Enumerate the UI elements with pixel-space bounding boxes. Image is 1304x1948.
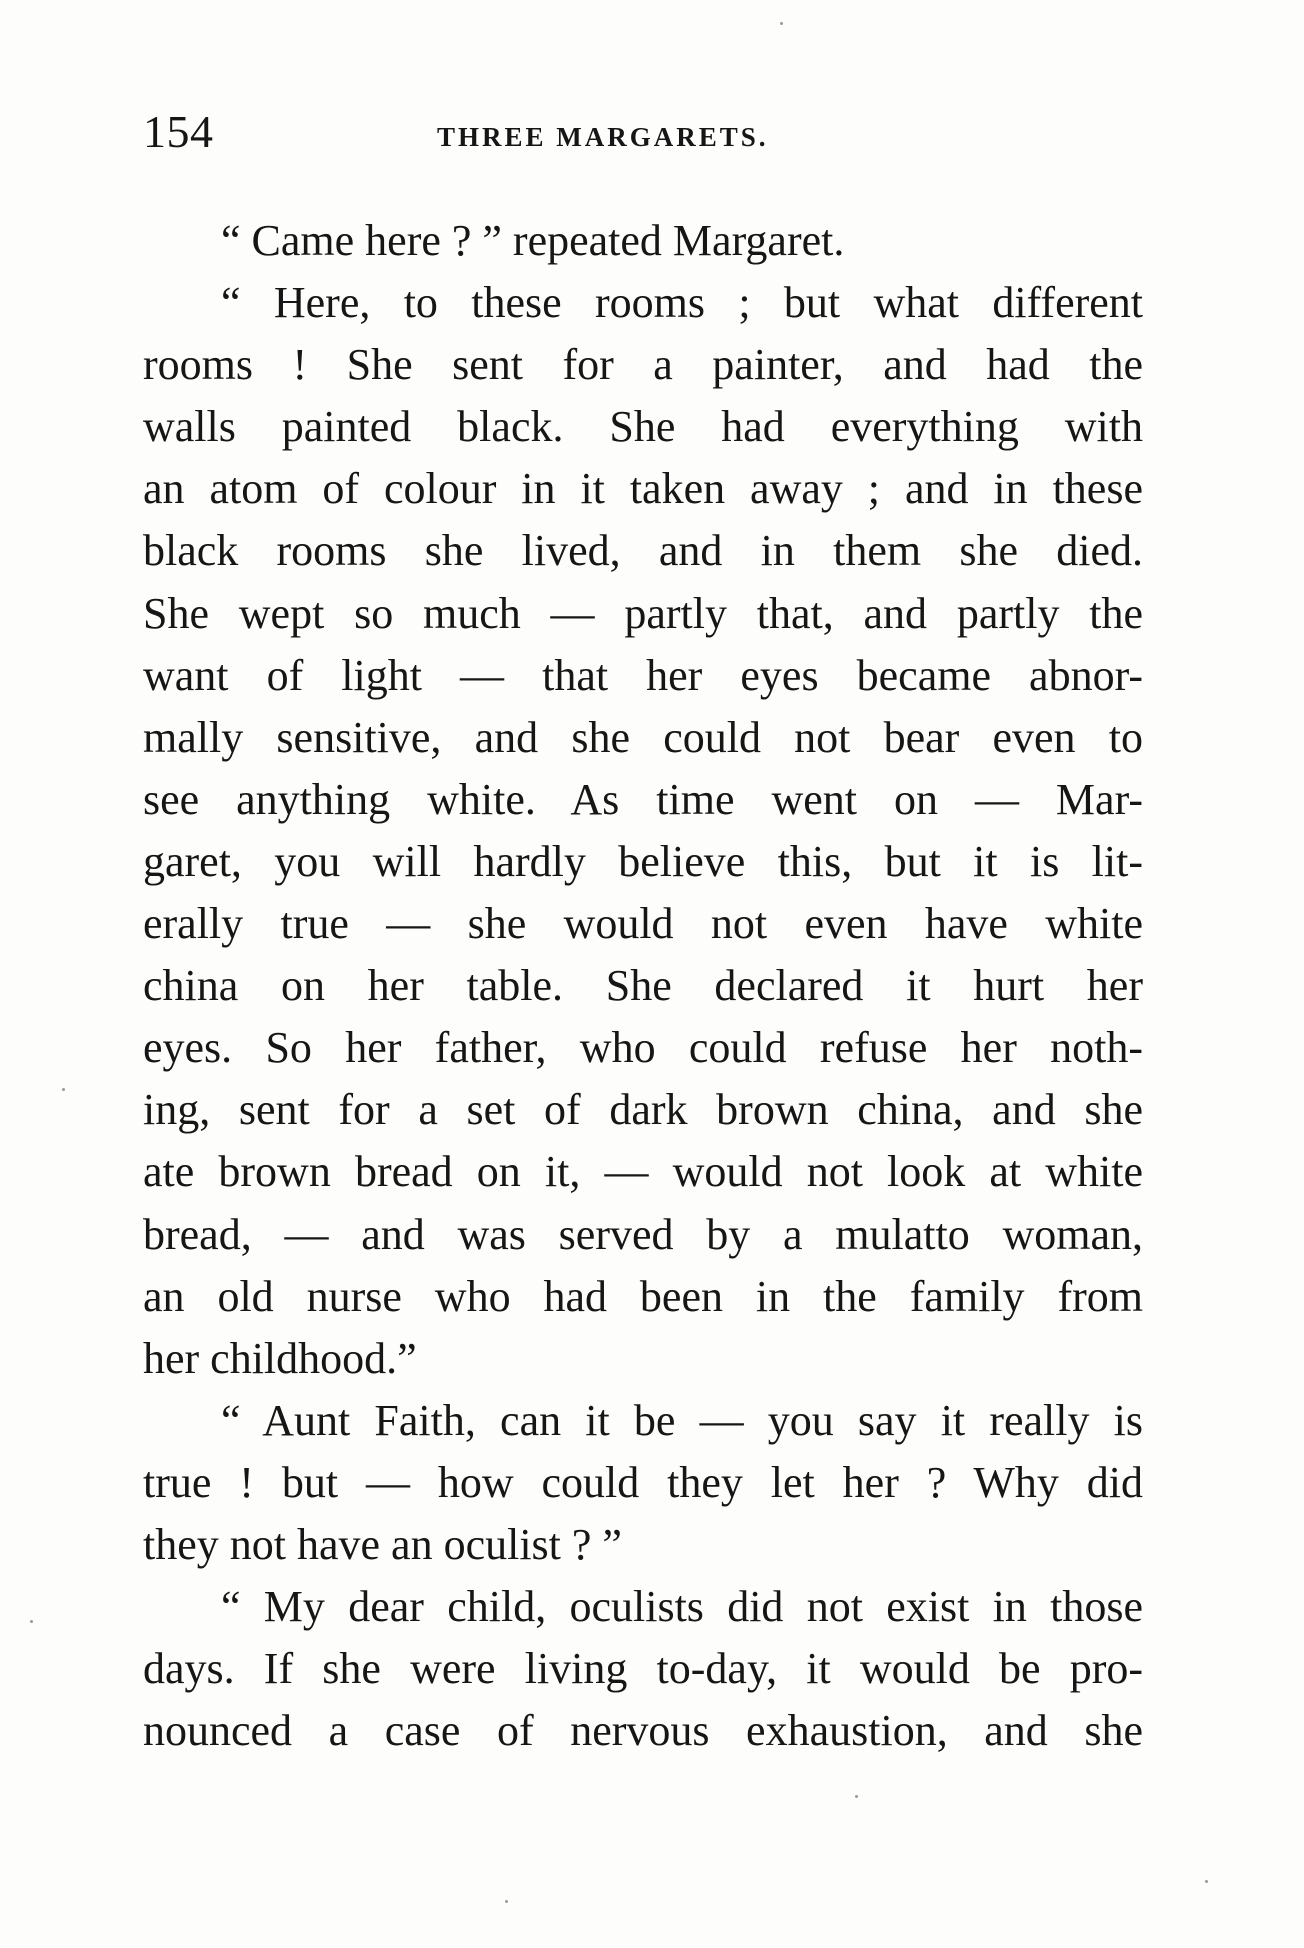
paper-speck — [30, 1620, 33, 1623]
text-line: they not have an oculist ? ” — [143, 1519, 622, 1569]
text-line: nounced a case of nervous exhaustion, and she — [143, 1706, 1143, 1756]
paper-speck — [1205, 1880, 1208, 1883]
text-line: walls painted black. She had everything with — [143, 402, 1143, 452]
paper-speck — [780, 22, 783, 25]
text-line: an old nurse who had been in the family from — [143, 1271, 1143, 1321]
page-number: 154 — [143, 106, 214, 157]
text-line: “ Came here ? ” repeated Margaret. — [221, 216, 845, 265]
body-text — [143, 210, 1143, 1762]
text-line: erally true — she would not even have white — [143, 899, 1143, 949]
text-line: rooms ! She sent for a painter, and had the — [143, 340, 1143, 390]
text-line: “ My dear child, oculists did not exist in those — [221, 1582, 1143, 1632]
page-header — [143, 104, 1143, 164]
paper-speck — [505, 1900, 508, 1903]
text-line: days. If she were living to-day, it would be pro- — [143, 1644, 1143, 1694]
running-title: THREE MARGARETS. — [437, 122, 769, 152]
text-line: china on her table. She declared it hurt her — [143, 961, 1143, 1011]
text-line: She wept so much — partly that, and partly the — [143, 588, 1143, 638]
text-line: ing, sent for a set of dark brown china, and she — [143, 1085, 1143, 1135]
text-line: see anything white. As time went on — Mar- — [143, 774, 1143, 824]
text-line: ate brown bread on it, — would not look at white — [143, 1147, 1143, 1197]
paper-speck — [855, 1795, 858, 1798]
text-line: mally sensitive, and she could not bear even to — [143, 712, 1143, 762]
text-line: black rooms she lived, and in them she died. — [143, 526, 1143, 576]
text-line: an atom of colour in it taken away ; and in these — [143, 464, 1143, 514]
text-line: her childhood.” — [143, 1333, 417, 1383]
text-line: “ Here, to these rooms ; but what different — [221, 278, 1143, 328]
text-line: true ! but — how could they let her ? Why did — [143, 1457, 1143, 1507]
text-line: eyes. So her father, who could refuse her noth- — [143, 1023, 1143, 1073]
text-line: garet, you will hardly believe this, but it is lit- — [143, 836, 1143, 886]
text-line: “ Aunt Faith, can it be — you say it really is — [221, 1395, 1143, 1445]
paper-speck — [62, 1088, 65, 1091]
text-line: bread, — and was served by a mulatto woman, — [143, 1209, 1143, 1259]
text-line: want of light — that her eyes became abnor- — [143, 650, 1143, 700]
